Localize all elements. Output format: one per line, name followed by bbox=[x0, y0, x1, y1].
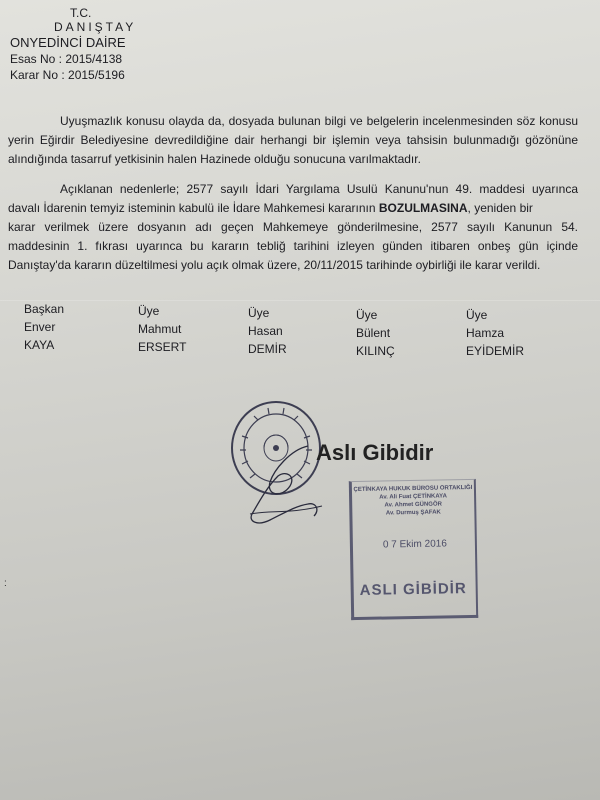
signatory-baskan bbox=[24, 300, 64, 354]
lawyer-1: Av. Ali Fuat ÇETİNKAYA bbox=[379, 493, 447, 501]
paragraph-2-line-1: Açıklanan nedenlerle; 2577 sayılı İdari Yargılama Usulü Kanunu'nun 49. maddesi uyarınca bbox=[60, 182, 578, 196]
signatory-uye-3 bbox=[356, 306, 395, 360]
signatory-uye-4 bbox=[466, 306, 524, 360]
signatory-role: Üye bbox=[138, 304, 160, 318]
signatory-role: Başkan bbox=[24, 302, 65, 316]
signatory-last-name: DEMİR bbox=[248, 342, 287, 356]
paragraph-2-line-2-end: , yeniden bir bbox=[467, 201, 533, 215]
header-esas-number: Esas No : 2015/4138 bbox=[10, 52, 123, 66]
signatory-last-name: KILINÇ bbox=[356, 344, 395, 358]
paragraph-2-line-2 bbox=[8, 199, 578, 218]
paragraph-2-line-3: karar verilmek üzere dosyanın adı geçen Mahkemeye gönderilmesine, 2577 sayılı Kanunun 54. bbox=[8, 220, 578, 234]
paragraph-2-line-4: maddesinin 1. fıkrası uyarınca bu kararın tebliğ tarihini izleyen günden itibaren onbeş gün içinde bbox=[8, 239, 578, 253]
paragraph-1-line-1: Uyuşmazlık konusu olayda da, dosyada bulunan bilgi ve belgelerin incelenmesinden söz konusu bbox=[60, 114, 578, 128]
law-office-name: ÇETİNKAYA HUKUK BÜROSU ORTAKLIĞI bbox=[353, 484, 473, 494]
signatory-last-name: ERSERT bbox=[138, 340, 187, 354]
signatory-first-name: Hasan bbox=[248, 324, 283, 338]
paragraph-2-line-2-start: davalı İdarenin temyiz isteminin kabulü ile İdare Mahkemesi kararının bbox=[8, 201, 376, 215]
signatory-last-name: EYİDEMİR bbox=[466, 344, 525, 358]
decision-bozulmasina: BOZULMASINA bbox=[378, 201, 468, 215]
lawyer-2: Av. Ahmet GÜNGÖR bbox=[384, 501, 442, 509]
signatory-uye-1 bbox=[138, 302, 186, 356]
asli-gibidir-box-text: ASLI GİBİDİR bbox=[359, 580, 467, 599]
stamp-date: 0 7 Ekim 2016 bbox=[382, 538, 447, 551]
signatory-first-name: Mahmut bbox=[138, 322, 182, 336]
signatory-role: Üye bbox=[248, 306, 270, 320]
paragraph-2-line-5: Danıştay'da kararın düzeltilmesi yolu açık olmak üzere, 20/11/2015 tarihinde oybirliği ile karar verildi. bbox=[8, 258, 541, 272]
signatory-first-name: Hamza bbox=[466, 326, 505, 340]
paragraph-1-line-2: yerin Eğirdir Belediyesine devredildiğine dair herhangi bir işlemin veya tahsisin bulunmadığı gözönüne bbox=[8, 133, 578, 147]
header-tc: T.C. bbox=[70, 6, 92, 20]
paper-fold bbox=[0, 300, 600, 301]
signatory-first-name: Enver bbox=[24, 320, 56, 334]
law-office-stamp bbox=[349, 479, 478, 620]
header-court: DANIŞTAY bbox=[54, 20, 137, 34]
signatory-role: Üye bbox=[466, 308, 488, 322]
lawyer-3: Av. Durmuş ŞAFAK bbox=[385, 509, 441, 517]
margin-mark: : bbox=[4, 578, 7, 589]
signatory-last-name: KAYA bbox=[24, 338, 55, 352]
header-karar-number: Karar No : 2015/5196 bbox=[10, 68, 125, 82]
signatory-first-name: Bülent bbox=[356, 326, 391, 340]
header-chamber: ONYEDİNCİ DAİRE bbox=[10, 35, 126, 50]
signatory-role: Üye bbox=[356, 308, 378, 322]
paragraph-2 bbox=[8, 180, 578, 275]
paragraph-1-line-3: alındığında tasarruf yetkisinin halen Hazinede olduğu sonucuna varılmaktadır. bbox=[8, 152, 421, 166]
signatory-uye-2 bbox=[248, 304, 287, 358]
asli-gibidir-stamp: Aslı Gibidir bbox=[316, 440, 434, 465]
paragraph-1 bbox=[8, 112, 578, 169]
